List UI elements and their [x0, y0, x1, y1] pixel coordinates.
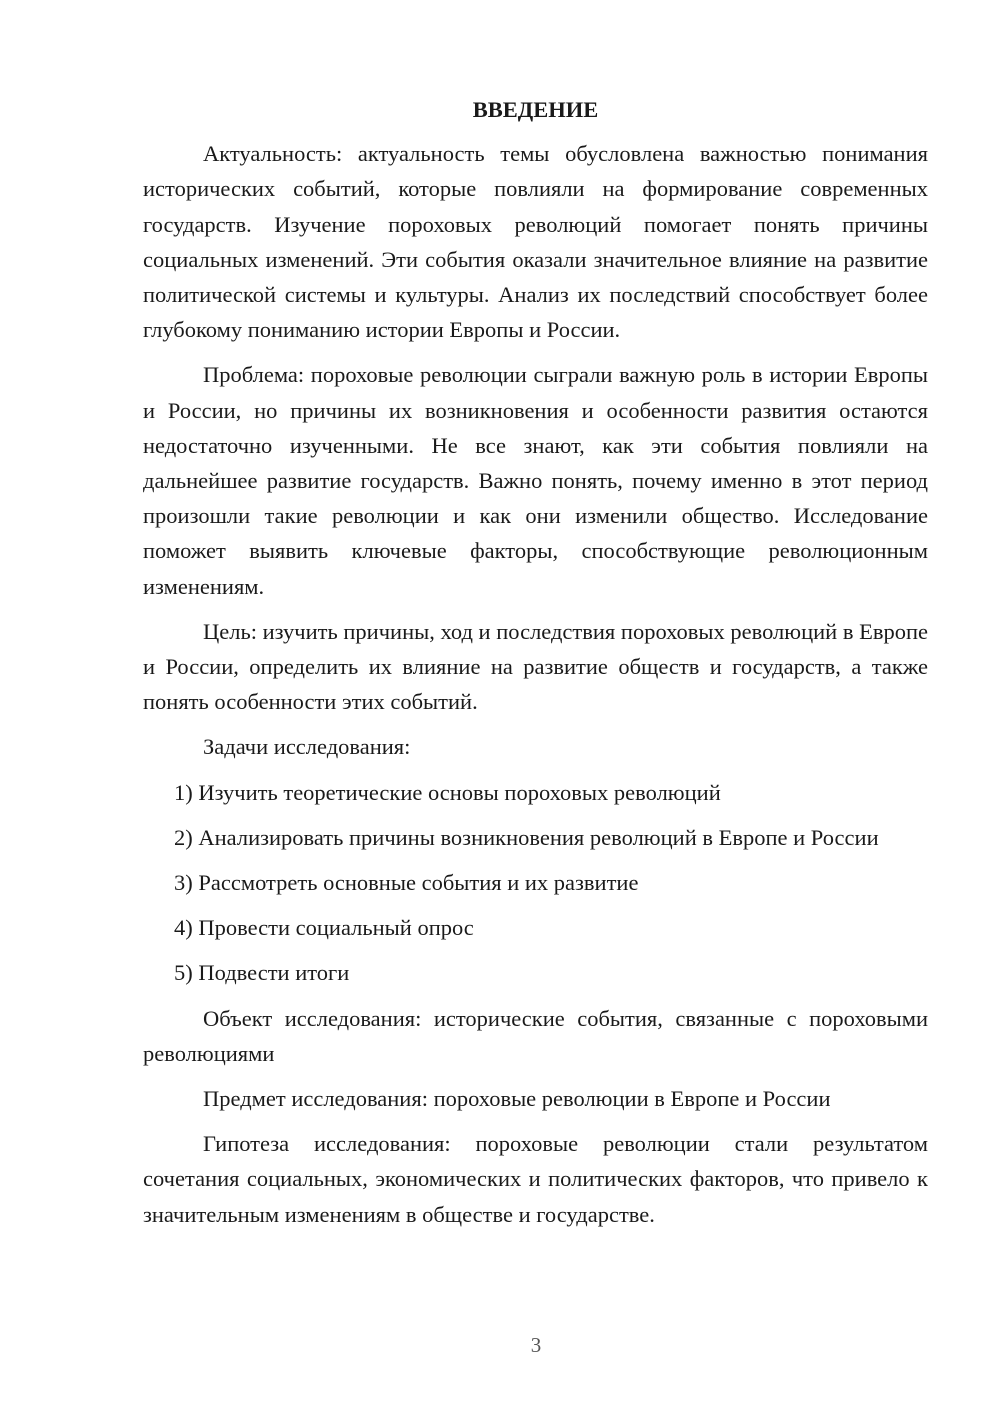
paragraph-object: Объект исследования: исторические события, связанные с пороховыми революциями	[143, 1005, 928, 1066]
paragraph-relevance: Актуальность: актуальность темы обусловлена важностью понимания исторических событий, которые повлияли на формирование современных государств. Изучение пороховых революций помогает понять причины социальных изменений. Эти события оказали значительное влияние на развитие политической системы и культуры. Анализ их последствий способствует более глубокому пониманию истории Европы и России.	[143, 141, 928, 343]
page-content	[143, 92, 928, 1242]
task-item-1: 1) Изучить теоретические основы пороховых революций	[174, 779, 721, 805]
paragraph-problem: Проблема: пороховые революции сыграли важную роль в истории Европы и России, но причины их возникновения и особенности развития остаются недостаточно изученными. Не все знают, как эти события повлияли на дальнейшее развитие государств. Важно понять, почему именно в этот период произошли такие революции и как они изменили общество. Исследование поможет выявить ключевые факторы, способствующие революционным изменениям.	[143, 362, 928, 599]
paragraph-goal: Цель: изучить причины, ход и последствия пороховых революций в Европе и России, определить их влияние на развитие обществ и государств, а также понять особенности этих событий.	[143, 618, 928, 715]
paragraph-tasks-heading: Задачи исследования:	[203, 734, 411, 760]
page-number: 3	[530, 1333, 542, 1357]
task-item-4: 4) Провести социальный опрос	[174, 915, 474, 941]
task-item-5: 5) Подвести итоги	[174, 960, 350, 986]
page-title: ВВЕДЕНИЕ	[472, 97, 599, 122]
task-item-2: 2) Анализировать причины возникновения революций в Европе и России	[174, 824, 879, 850]
task-item-3: 3) Рассмотреть основные события и их развитие	[174, 870, 639, 896]
paragraph-hypothesis: Гипотеза исследования: пороховые революции стали результатом сочетания социальных, экономических и политических факторов, что привело к значительным изменениям в обществе и государстве.	[143, 1131, 928, 1227]
paragraph-subject: Предмет исследования: пороховые революции в Европе и России	[203, 1086, 831, 1112]
